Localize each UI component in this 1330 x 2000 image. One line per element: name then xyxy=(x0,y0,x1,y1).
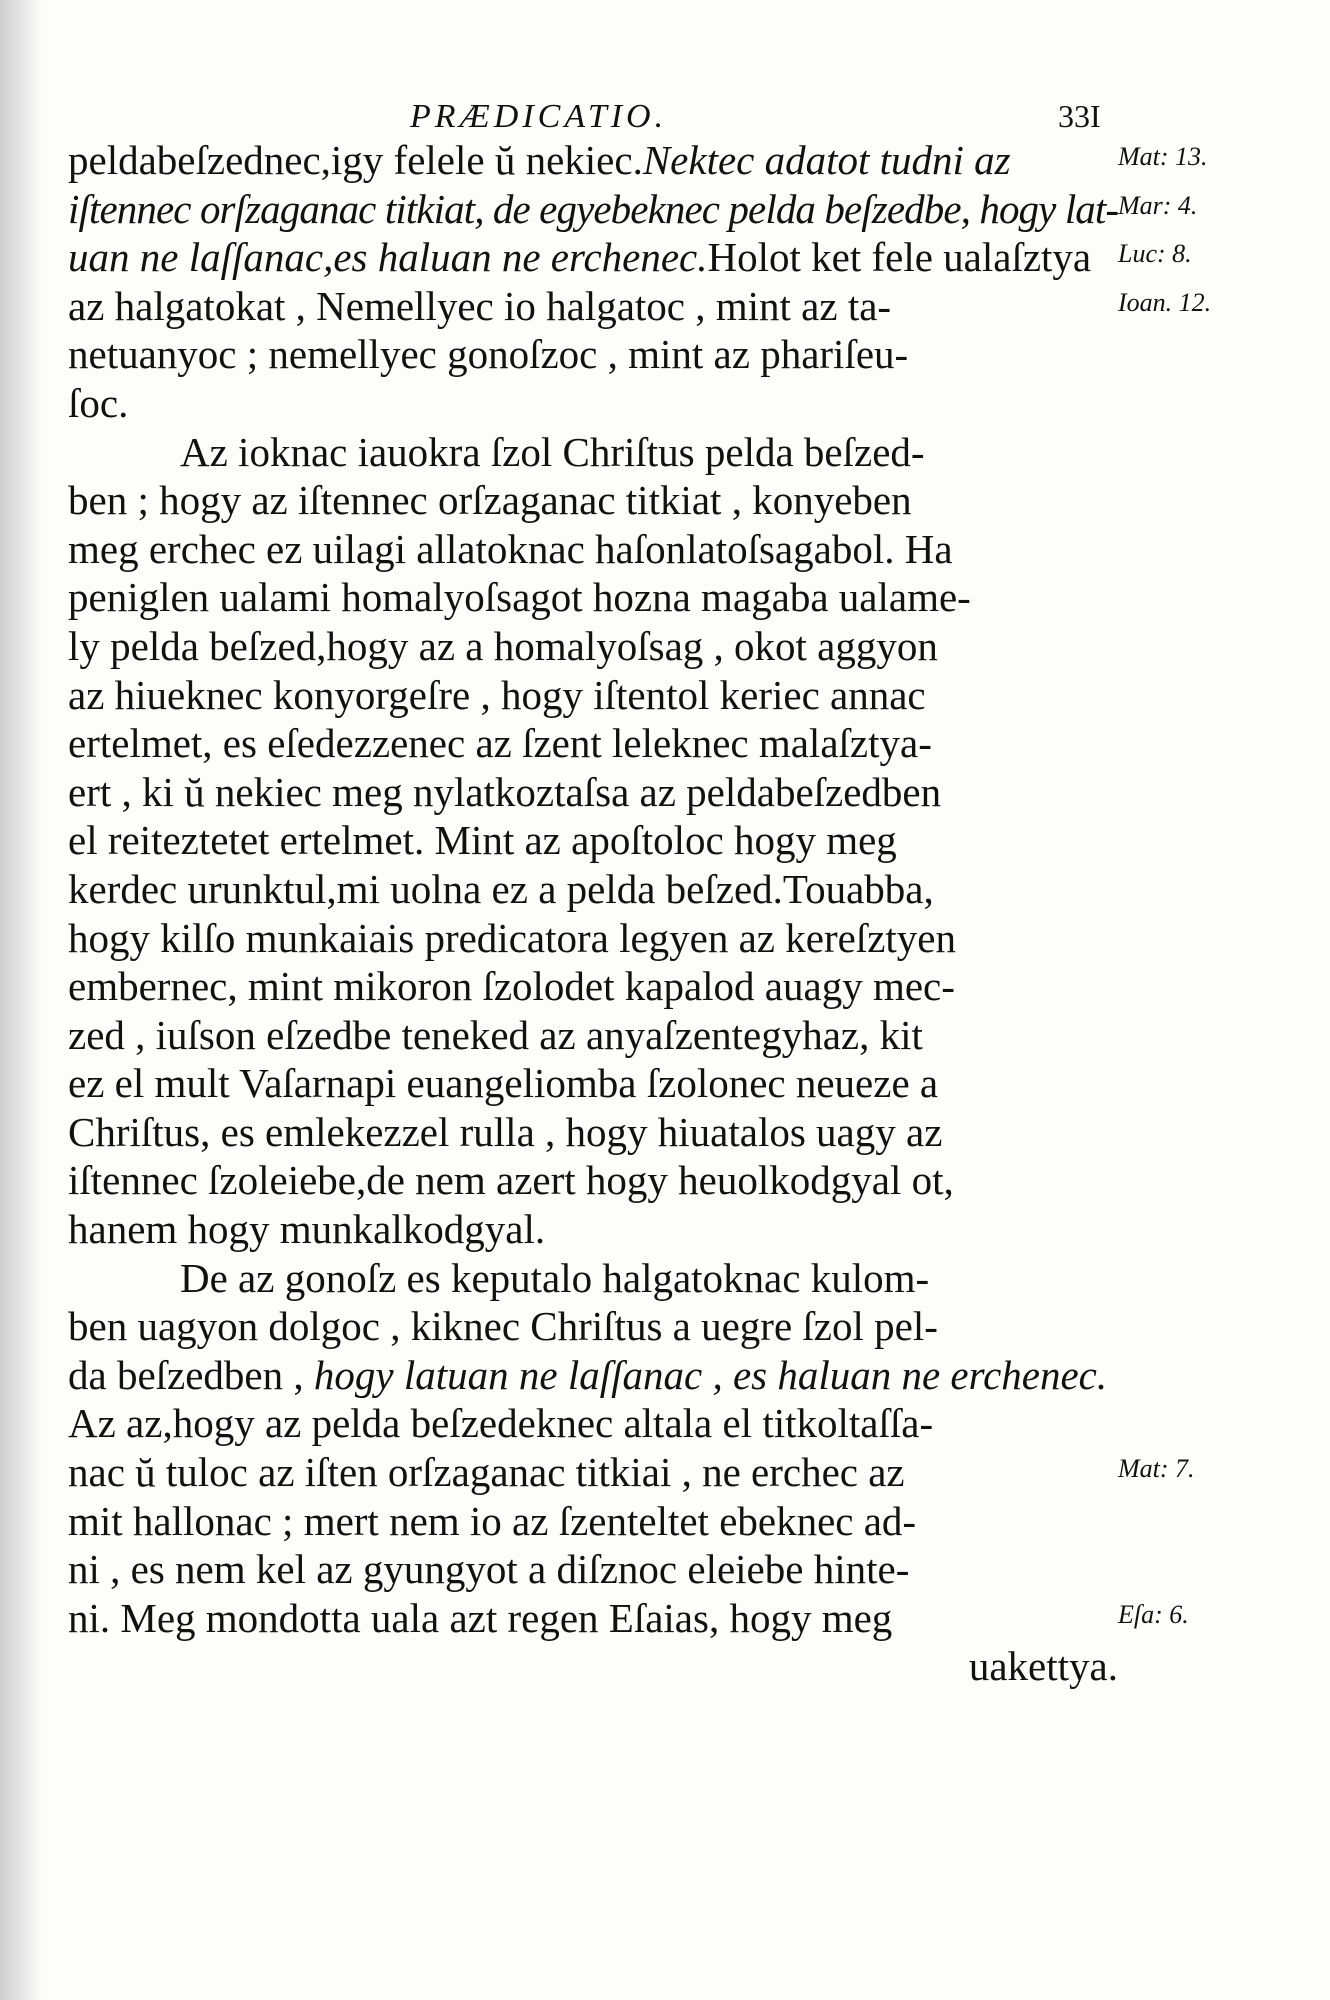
text-line xyxy=(68,1399,1118,1448)
italic-span: iſtennec orſzaganac titkiat, de egyebeknec pelda beſzedbe, hogy lat- xyxy=(68,185,1119,232)
text-line xyxy=(68,525,1118,574)
text-span: az hiueknec konyorgeſre , hogy iſtentol keriec annac xyxy=(68,671,926,718)
text-line xyxy=(68,1448,1118,1497)
text-line xyxy=(68,573,1118,622)
margin-note: Ioan. 12. xyxy=(1118,287,1212,317)
text-span: Holot ket fele ualaſztya xyxy=(707,234,1092,281)
text-line xyxy=(68,1497,1118,1546)
margin-note: Eſa: 6. xyxy=(1118,1600,1189,1629)
text-span: el reiteztetet ertelmet. Mint az apoſtoloc hogy meg xyxy=(68,817,897,864)
text-line xyxy=(68,1156,1118,1205)
text-span: zed , iuſson eſzedbe teneked az anyaſzentegyhaz, kit xyxy=(68,1011,923,1058)
running-head xyxy=(0,98,1330,138)
text-line xyxy=(68,622,1118,671)
text-span: ez el mult Vaſarnapi euangeliomba ſzolonec neueze a xyxy=(68,1060,939,1107)
text-line xyxy=(68,1642,1118,1691)
running-title: PRÆDICATIO. xyxy=(410,98,668,135)
text-line xyxy=(68,768,1118,817)
text-span: mit hallonac ; mert nem io az ſzenteltet ebeknec ad- xyxy=(68,1497,917,1544)
text-span: ni , es nem kel az gyungyot a diſznoc eleiebe hinte- xyxy=(68,1546,910,1593)
text-span: ni. Meg mondotta uala azt regen Eſaias, hogy meg xyxy=(68,1594,893,1641)
text-span: hogy kilſo munkaiais predicatora legyen az kereſztyen xyxy=(68,914,956,961)
text-span: kerdec urunktul,mi uolna ez a pelda beſzed.Touabba, xyxy=(68,865,934,912)
margin-note: Mat: 7. xyxy=(1118,1454,1195,1484)
text-line xyxy=(68,1254,1118,1303)
text-span: peldabeſzednec,igy felele ŭ nekiec. xyxy=(68,137,643,183)
gutter-shadow xyxy=(0,0,42,2000)
text-line xyxy=(68,671,1118,720)
text-line xyxy=(68,1059,1118,1108)
body-text xyxy=(68,136,1118,1691)
text-line xyxy=(68,914,1118,963)
text-span: ertelmet, es eſedezzenec az ſzent leleknec malaſztya- xyxy=(68,720,932,767)
margin-note: Luc: 8. xyxy=(1118,239,1192,269)
italic-span: hogy latuan ne laſſanac , es haluan ne erchenec. xyxy=(313,1351,1108,1398)
text-span: ſoc. xyxy=(68,379,129,426)
text-line xyxy=(68,185,1118,234)
text-span: da beſzedben , xyxy=(68,1351,314,1398)
text-line xyxy=(68,233,1118,282)
italic-span: uan ne laſſanac,es haluan ne erchenec. xyxy=(68,234,708,281)
text-span: ert , ki ŭ nekiec meg nylatkoztaſsa az peldabeſzedben xyxy=(68,768,942,815)
text-span: az halgatokat , Nemellyec io halgatoc , mint az ta- xyxy=(68,282,892,329)
text-line xyxy=(68,1594,1118,1643)
margin-note: Mar: 4. xyxy=(1118,190,1198,220)
text-span: uakettya. xyxy=(968,1643,1118,1690)
text-span: Az az,hogy az pelda beſzedeknec altala el titkoltaſſa- xyxy=(68,1400,934,1447)
text-span: embernec, mint mikoron ſzolodet kapalod auagy mec- xyxy=(68,963,955,1010)
text-span: Chriſtus, es emlekezzel rulla , hogy hiuatalos uagy az xyxy=(68,1108,943,1155)
text-line xyxy=(68,1108,1118,1157)
italic-span: Nektec adatot tudni az xyxy=(642,137,1011,183)
text-span: Az ioknac iauokra ſzol Chriſtus pelda beſzed- xyxy=(180,428,925,475)
text-line xyxy=(68,816,1118,865)
text-line xyxy=(68,962,1118,1011)
text-line xyxy=(68,1545,1118,1594)
text-line xyxy=(68,865,1118,914)
text-span: peniglen ualami homalyoſsagot hozna magaba ualame- xyxy=(68,574,971,621)
text-span: nac ŭ tuloc az iſten orſzaganac titkiai , ne erchec az xyxy=(68,1449,905,1496)
text-line xyxy=(68,428,1118,477)
text-span: ben ; hogy az iſtennec orſzaganac titkiat , konyeben xyxy=(68,477,912,524)
text-span: hanem hogy munkalkodgyal. xyxy=(68,1206,546,1253)
text-line xyxy=(68,476,1118,525)
text-span: iſtennec ſzoleiebe,de nem azert hogy heuolkodgyal ot, xyxy=(68,1157,954,1204)
text-line xyxy=(68,282,1118,331)
text-line xyxy=(68,719,1118,768)
text-span: meg erchec ez uilagi allatoknac haſonlatoſsagabol. Ha xyxy=(68,525,953,572)
text-span: ben uagyon dolgoc , kiknec Chriſtus a uegre ſzol pel- xyxy=(68,1303,938,1350)
text-line xyxy=(68,136,1118,185)
text-line xyxy=(68,1011,1118,1060)
text-line xyxy=(68,1351,1118,1400)
text-line xyxy=(68,1302,1118,1351)
text-span: ly pelda beſzed,hogy az a homalyoſsag , okot aggyon xyxy=(68,622,938,669)
text-span: De az gonoſz es keputalo halgatoknac kulom- xyxy=(180,1254,930,1301)
text-line xyxy=(68,379,1118,428)
text-line xyxy=(68,1205,1118,1254)
page-number: 33I xyxy=(1058,98,1101,134)
text-span: netuanyoc ; nemellyec gonoſzoc , mint az phariſeu- xyxy=(68,331,909,378)
margin-note: Mat: 13. xyxy=(1118,142,1208,171)
text-line xyxy=(68,330,1118,379)
